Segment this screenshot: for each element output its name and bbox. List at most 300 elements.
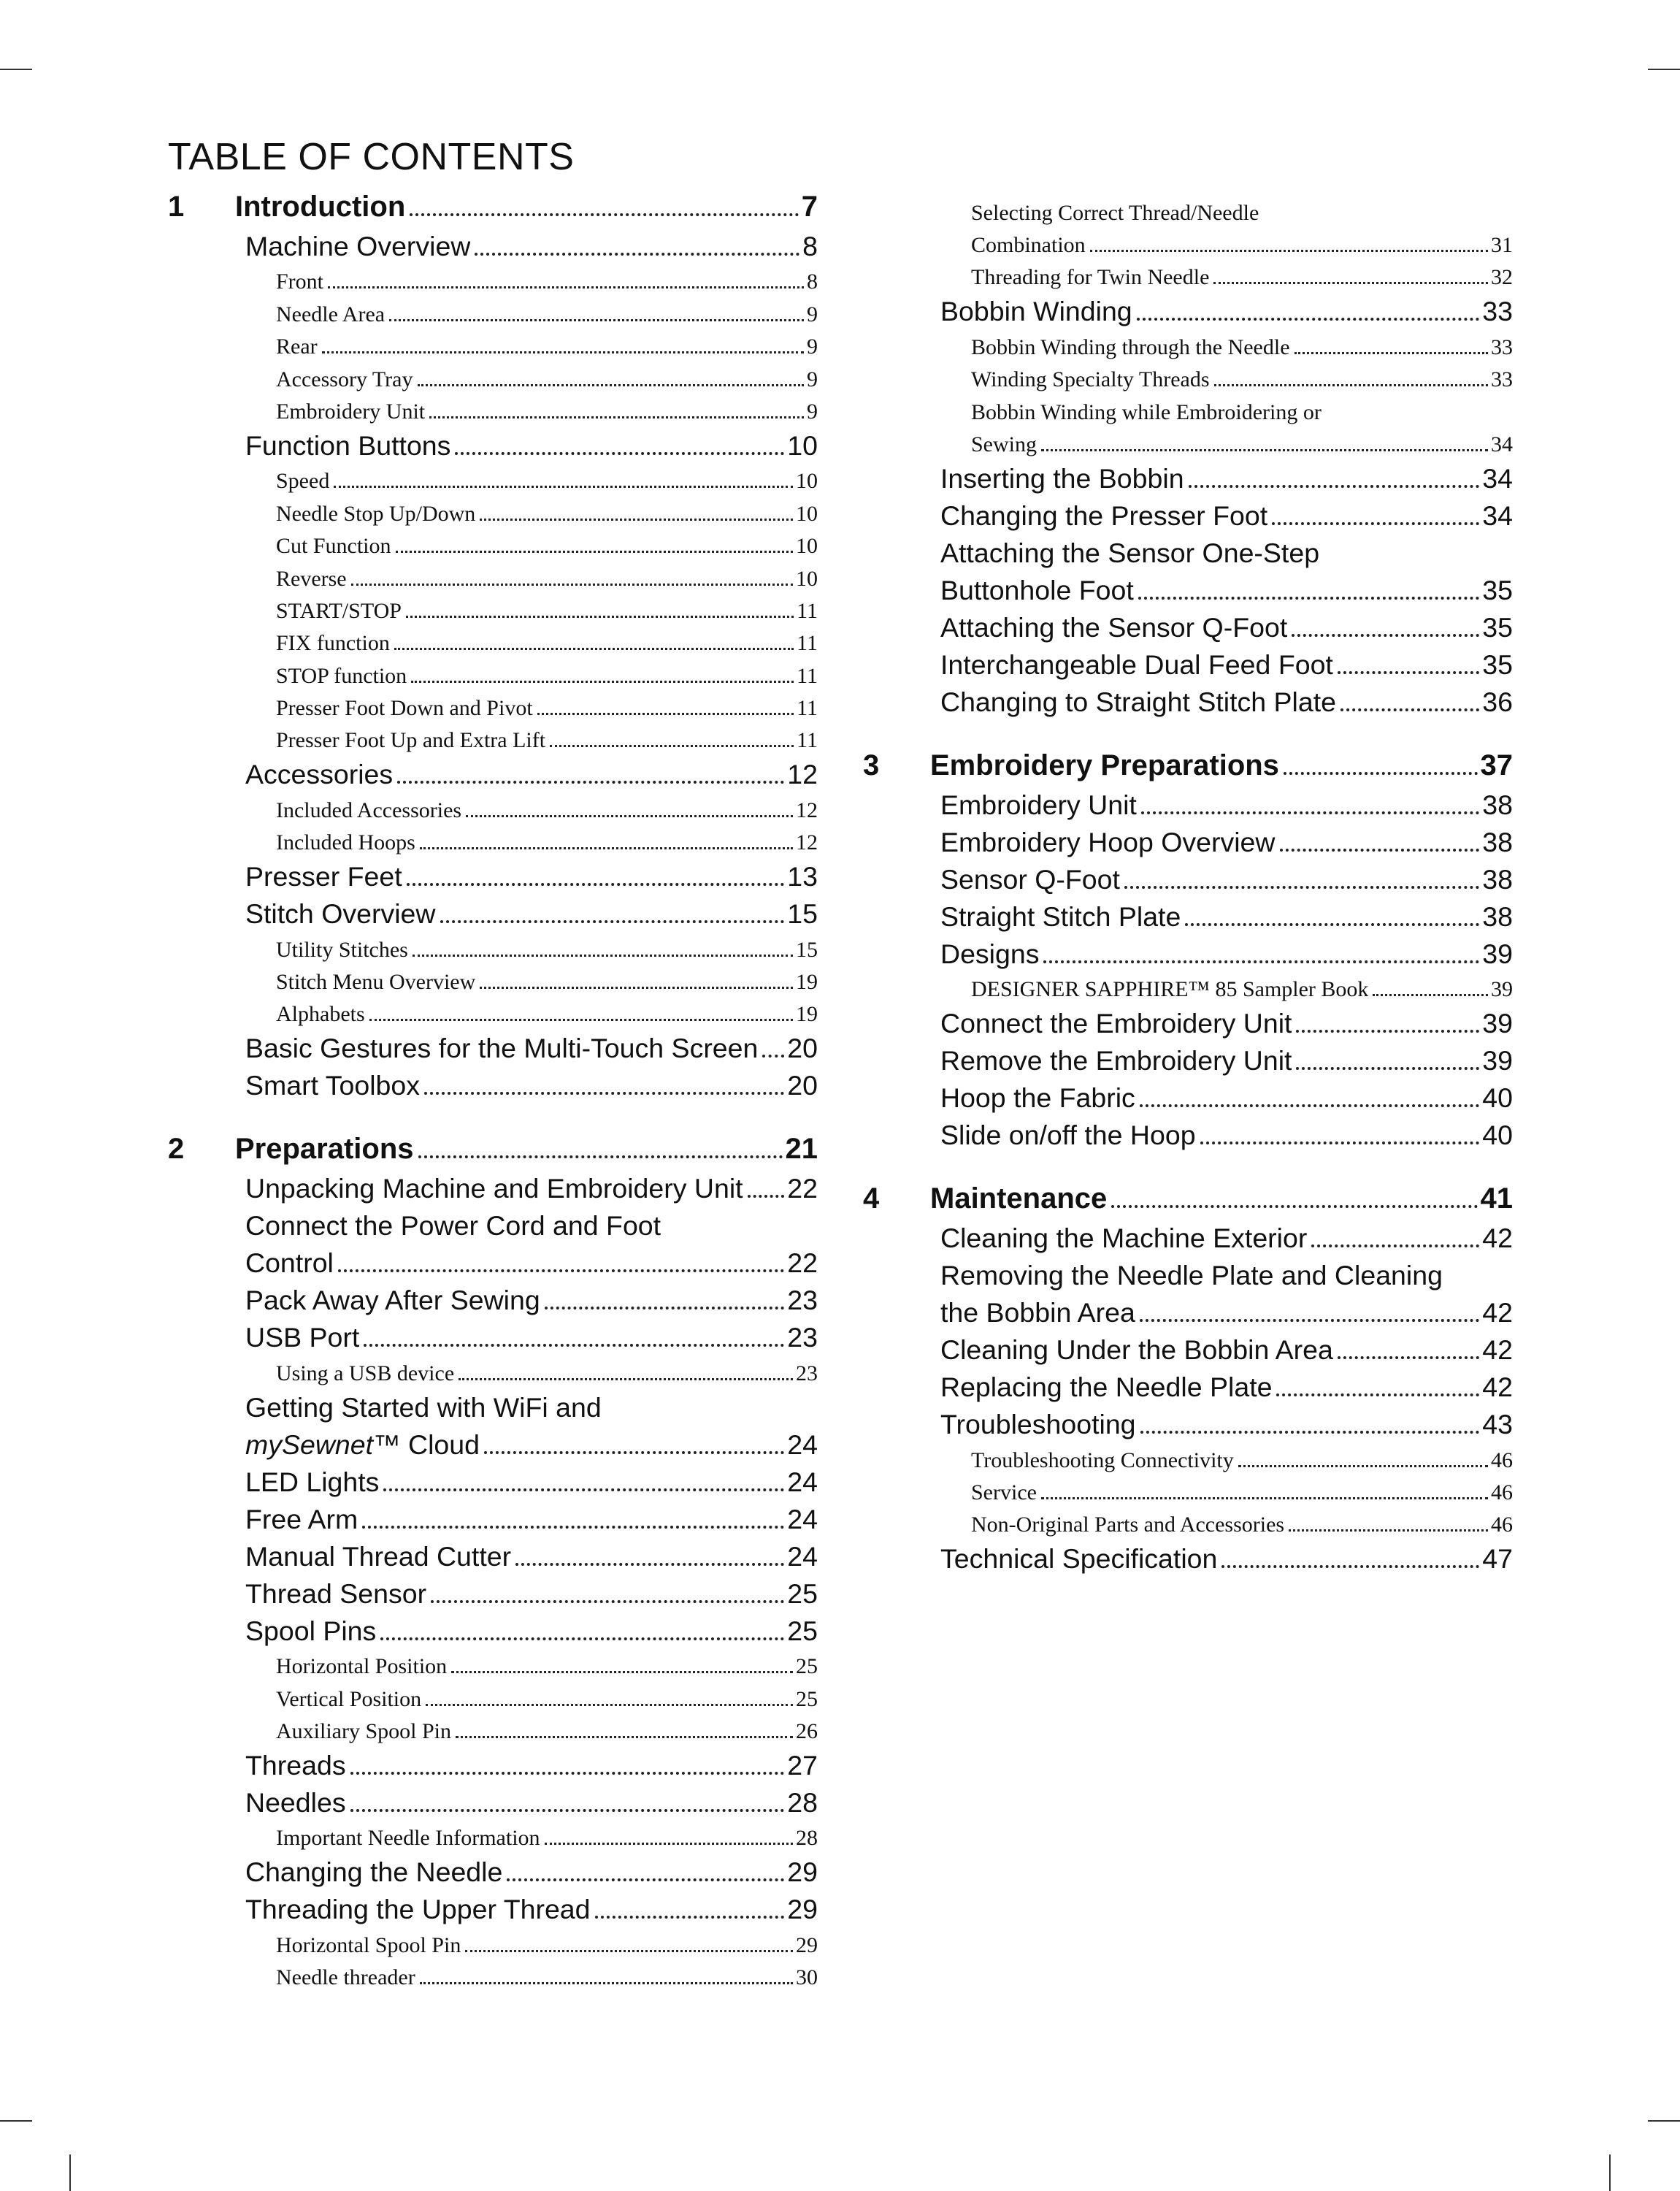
toc-section[interactable] [863, 538, 1513, 612]
toc-subsection[interactable] [168, 662, 818, 694]
toc-entry-line [168, 1750, 818, 1781]
dot-leader [762, 1055, 784, 1058]
toc-entry-label [940, 1372, 1272, 1403]
toc-entry-label [235, 1133, 414, 1166]
toc-entry-line [168, 1933, 818, 1958]
toc-section[interactable] [168, 1210, 818, 1285]
toc-entry-text: Winding Specialty Threads [971, 367, 1210, 391]
toc-entry-text: Inserting the Bobbin [940, 462, 1184, 494]
toc-entry-line [168, 1826, 818, 1851]
dot-leader [1111, 1205, 1477, 1208]
toc-subsection[interactable] [863, 1479, 1513, 1511]
toc-entry-text: Needle Stop Up/Down [276, 501, 476, 526]
toc-section[interactable] [168, 1467, 818, 1504]
dot-leader [328, 286, 804, 288]
toc-entry-line [863, 1182, 1513, 1215]
toc-entry-line [168, 502, 818, 527]
toc-entry-text: STOP function [276, 663, 407, 688]
page-number: 25 [787, 1578, 818, 1609]
dot-leader [1338, 1356, 1479, 1359]
toc-entry-text: Troubleshooting [940, 1409, 1136, 1440]
toc-entry-text: ™ Cloud [373, 1429, 480, 1460]
toc-chapter[interactable] [863, 1183, 1513, 1223]
toc-chapter[interactable] [863, 750, 1513, 789]
toc-entry-label [276, 599, 402, 624]
toc-entry-line [168, 1965, 818, 1990]
toc-entry-text: Presser Foot Up and Extra Lift [276, 728, 546, 753]
toc-entry-label [940, 687, 1336, 718]
dot-leader [418, 384, 805, 386]
crop-mark-bottom-right-v [1609, 2154, 1611, 2191]
dot-leader [380, 1637, 784, 1640]
toc-entry-line [168, 830, 818, 855]
toc-column-right [863, 199, 1513, 1580]
toc-entry-label [276, 830, 415, 855]
dot-leader [1124, 886, 1479, 889]
toc-entry-text: Reverse [276, 566, 347, 591]
toc-subsection[interactable] [168, 796, 818, 828]
toc-entry-label [940, 1543, 1217, 1575]
page-number: 29 [787, 1857, 818, 1888]
page-number: 22 [787, 1173, 818, 1204]
toc-entry-text: Cleaning the Machine Exterior [940, 1223, 1308, 1254]
toc-section[interactable] [168, 1322, 818, 1359]
page-number: 42 [1482, 1334, 1513, 1366]
toc-section[interactable] [863, 1543, 1513, 1580]
toc-entry-text: Slide on/off the Hoop [940, 1120, 1196, 1151]
page-number: 38 [1482, 789, 1513, 820]
toc-subsection[interactable] [168, 1718, 818, 1750]
toc-entry-label [940, 1409, 1136, 1440]
toc-entry-label [930, 1182, 1107, 1215]
dot-leader [389, 319, 804, 321]
toc-entry-text: Vertical Position [276, 1686, 422, 1711]
toc-subsection[interactable] [168, 532, 818, 565]
toc-entry-text: Stitch Overview [245, 898, 436, 930]
page-number: 27 [787, 1749, 818, 1781]
toc-entry-line [863, 687, 1513, 718]
toc-entry-label [276, 1654, 447, 1679]
dot-leader [484, 1451, 784, 1454]
toc-section[interactable] [168, 1033, 818, 1070]
toc-entry-text: Needles [245, 1786, 346, 1818]
toc-subsection[interactable] [863, 1511, 1513, 1543]
toc-subsection[interactable] [863, 199, 1513, 264]
page-number: 38 [1482, 863, 1513, 895]
toc-subsection[interactable] [168, 1653, 818, 1685]
dot-leader [1140, 1319, 1479, 1322]
toc-section[interactable] [168, 898, 818, 936]
toc-entry-label [930, 749, 1279, 782]
page-number: 10 [796, 469, 818, 494]
toc-entry-text: Horizontal Position [276, 1654, 448, 1679]
toc-subsection[interactable] [168, 467, 818, 500]
toc-subsection[interactable] [863, 264, 1513, 296]
toc-section[interactable] [863, 1409, 1513, 1446]
toc-section[interactable] [863, 789, 1513, 827]
toc-entry-label [940, 789, 1137, 821]
toc-subsection[interactable] [168, 597, 818, 630]
page-number: 32 [1491, 265, 1513, 290]
toc-section[interactable] [168, 1392, 818, 1467]
page-number: 9 [807, 302, 818, 326]
toc-entry-text: Unpacking Machine and Embroidery Unit [245, 1173, 743, 1204]
toc-column-left [168, 191, 818, 1996]
page-number: 29 [796, 1932, 818, 1957]
toc-entry-text: LED Lights [245, 1466, 380, 1497]
toc-subsection[interactable] [168, 565, 818, 597]
toc-subsection[interactable] [168, 968, 818, 1001]
toc-entry-text: Sewing [971, 432, 1037, 456]
dot-leader [1280, 849, 1480, 852]
page-number: 40 [1482, 1120, 1513, 1151]
dot-leader [420, 847, 793, 849]
toc-section[interactable] [863, 296, 1513, 333]
toc-entry-label-line: Attaching the Sensor One-Step [940, 537, 1320, 568]
page-number: 41 [1480, 1182, 1513, 1215]
toc-section[interactable] [863, 1223, 1513, 1260]
toc-entry-text: Utility Stitches [276, 937, 408, 962]
toc-section[interactable] [863, 1120, 1513, 1157]
toc-subsection[interactable] [168, 268, 818, 300]
toc-entry-text: Presser Foot Down and Pivot [276, 696, 533, 721]
page-number: 10 [787, 429, 818, 461]
chapter-number: 1 [168, 191, 185, 223]
toc-entry-label [245, 1070, 420, 1101]
toc-entry-line [863, 367, 1513, 392]
toc-subsection[interactable] [168, 1931, 818, 1963]
toc-entry-text: Spool Pins [245, 1615, 377, 1646]
toc-entry-line [863, 1448, 1513, 1473]
toc-entry-text: Using a USB device [276, 1361, 455, 1385]
toc-chapter[interactable] [168, 1133, 818, 1173]
toc-entry-line [168, 1247, 818, 1279]
toc-entry-line [168, 191, 818, 223]
toc-entry-text: Included Accessories [276, 798, 462, 822]
dot-leader [397, 781, 784, 784]
dot-leader [1213, 282, 1488, 284]
dot-leader [545, 1843, 793, 1845]
toc-entry-text: Embroidery Unit [276, 399, 426, 424]
toc-section[interactable] [168, 1578, 818, 1615]
toc-entry-line [168, 367, 818, 392]
toc-section[interactable] [168, 1750, 818, 1787]
dot-leader [1276, 1393, 1479, 1396]
dot-leader [420, 1982, 793, 1984]
toc-entry-line [168, 269, 818, 294]
toc-entry-text: Sensor Q-Foot [940, 863, 1120, 895]
toc-section[interactable] [168, 1787, 818, 1824]
toc-entry-text: Interchangeable Dual Feed Foot [940, 649, 1333, 680]
page-number: 29 [787, 1894, 818, 1925]
page-number: 33 [1491, 367, 1513, 391]
toc-section[interactable] [168, 1857, 818, 1894]
toc-entry-line [863, 901, 1513, 933]
toc-entry-label [276, 970, 475, 995]
toc-subsection[interactable] [168, 365, 818, 397]
toc-entry-line [168, 534, 818, 559]
toc-subsection[interactable] [168, 1001, 818, 1033]
dot-leader [334, 486, 793, 488]
toc-entry-text: Needle Area [276, 302, 386, 326]
toc-entry-text: Cut Function [276, 534, 391, 559]
toc-entry-line [168, 1615, 818, 1647]
toc-entry-line [168, 567, 818, 592]
toc-entry-label [276, 1687, 421, 1712]
toc-entry-text: Embroidery Preparations [930, 749, 1279, 781]
toc-section[interactable] [863, 1082, 1513, 1120]
toc-section[interactable] [863, 827, 1513, 864]
toc-entry-text: Presser Feet [245, 861, 402, 892]
dot-leader [1137, 318, 1480, 321]
toc-section[interactable] [863, 938, 1513, 976]
toc-section[interactable] [168, 231, 818, 268]
toc-entry-line [168, 631, 818, 656]
dot-leader [1140, 1104, 1479, 1107]
dot-leader [429, 416, 804, 418]
toc-section[interactable] [863, 1372, 1513, 1409]
toc-section[interactable] [168, 1504, 818, 1541]
toc-subsection[interactable] [168, 1824, 818, 1857]
page-number: 38 [1482, 826, 1513, 857]
toc-section[interactable] [863, 612, 1513, 649]
toc-subsection[interactable] [168, 829, 818, 861]
toc-entry-label [245, 1857, 502, 1888]
toc-entry-label [971, 265, 1209, 290]
toc-subsection[interactable] [168, 1359, 818, 1391]
page-number: 12 [787, 759, 818, 790]
page-number: 24 [787, 1503, 818, 1534]
toc-entry-label [971, 1513, 1284, 1537]
toc-section[interactable] [168, 861, 818, 898]
toc-section[interactable] [863, 864, 1513, 901]
toc-section[interactable] [168, 1173, 818, 1210]
toc-entry-text: Manual Thread Cutter [245, 1540, 512, 1572]
dot-leader [413, 955, 793, 957]
toc-entry-line [168, 759, 818, 790]
toc-entry-text: Technical Specification [940, 1543, 1218, 1575]
page-number: 21 [785, 1133, 818, 1166]
toc-entry-text: Thread Sensor [245, 1578, 427, 1609]
toc-entry-label [245, 1322, 359, 1353]
toc-entry-text: Buttonhole Foot [940, 574, 1134, 605]
page-number: 46 [1491, 1480, 1513, 1504]
toc-entry-text: Threading the Upper Thread [245, 1894, 591, 1925]
toc-entry-label-line: Selecting Correct Thread/Needle [971, 200, 1259, 225]
page-number: 43 [1482, 1409, 1513, 1440]
toc-section[interactable] [863, 901, 1513, 938]
dot-leader [507, 1878, 784, 1881]
toc-entry-line [863, 575, 1513, 606]
toc-section[interactable] [863, 1334, 1513, 1372]
toc-subsection[interactable] [863, 398, 1513, 463]
toc-entry-label [276, 1826, 540, 1851]
toc-entry-label [940, 649, 1333, 681]
page-number: 12 [796, 830, 818, 855]
toc-subsection[interactable] [168, 300, 818, 332]
toc-entry-text: the Bobbin Area [940, 1297, 1135, 1328]
toc-section[interactable] [168, 1615, 818, 1653]
toc-entry-label [940, 1082, 1135, 1114]
dot-leader [455, 452, 784, 455]
page-number: 39 [1491, 977, 1513, 1002]
toc-section[interactable] [168, 1541, 818, 1578]
dot-leader [1185, 923, 1479, 926]
toc-entry-line [863, 432, 1513, 457]
page-number: 11 [797, 696, 818, 721]
toc-entry-label [245, 1285, 540, 1316]
toc-subsection[interactable] [168, 1685, 818, 1717]
toc-section[interactable] [168, 759, 818, 796]
toc-section[interactable] [168, 1285, 818, 1322]
toc-entry-text: Rear [276, 334, 318, 359]
toc-entry-label [940, 901, 1181, 933]
page-number: 33 [1482, 296, 1513, 327]
toc-entry-line [168, 1361, 818, 1386]
toc-subsection[interactable] [863, 1446, 1513, 1478]
toc-entry-line [863, 1297, 1513, 1328]
toc-entry-label [245, 759, 393, 790]
toc-entry-text: Threading for Twin Needle [971, 265, 1210, 290]
toc-subsection[interactable] [168, 630, 818, 662]
toc-entry-line [168, 898, 818, 930]
toc-entry-line [863, 977, 1513, 1002]
page-title: TABLE OF CONTENTS [168, 136, 575, 178]
dot-leader [394, 648, 794, 650]
dot-leader [480, 519, 793, 521]
toc-entry-label [971, 432, 1037, 457]
toc-entry-line [168, 970, 818, 995]
toc-entry-line [168, 1322, 818, 1353]
toc-entry-line [168, 1467, 818, 1498]
toc-section[interactable] [168, 1070, 818, 1107]
toc-entry-line [168, 1070, 818, 1101]
page-number: 9 [807, 367, 818, 391]
dot-leader [459, 1378, 793, 1380]
page-number: 24 [787, 1466, 818, 1497]
toc-entry-label [276, 631, 390, 656]
toc-section[interactable] [863, 1008, 1513, 1045]
toc-section[interactable] [168, 1894, 818, 1931]
toc-entry-line [863, 749, 1513, 782]
toc-subsection[interactable] [168, 936, 818, 968]
toc-entry-label [245, 1750, 346, 1781]
toc-entry-text: Accessories [245, 759, 394, 790]
toc-entry-line [863, 1372, 1513, 1403]
toc-chapter[interactable] [168, 191, 818, 231]
page-number: 23 [796, 1361, 818, 1385]
toc-section[interactable] [863, 1045, 1513, 1082]
page-number: 42 [1482, 1297, 1513, 1328]
toc-entry-text: Free Arm [245, 1503, 358, 1534]
dot-leader [1140, 1431, 1480, 1434]
toc-entry-label [276, 938, 408, 963]
toc-entry-label [245, 861, 402, 892]
page-number: 25 [787, 1615, 818, 1646]
toc-entry-label [245, 1541, 511, 1572]
toc-entry-label [940, 296, 1132, 327]
toc-entry-label [245, 1578, 426, 1610]
toc-entry-label [245, 898, 436, 930]
toc-entry-label [971, 1448, 1234, 1473]
toc-subsection[interactable] [863, 333, 1513, 365]
toc-section[interactable] [863, 1260, 1513, 1334]
toc-section[interactable] [863, 463, 1513, 500]
crop-mark-top-right [1648, 69, 1680, 70]
toc-entry-text: START/STOP [276, 598, 402, 623]
toc-entry-text: Bobbin Winding through the Needle [971, 334, 1290, 359]
toc-entry-line [168, 1133, 818, 1166]
toc-subsection[interactable] [863, 366, 1513, 398]
toc-section[interactable] [863, 687, 1513, 724]
dot-leader [1373, 994, 1488, 996]
toc-entry-label [245, 1894, 591, 1925]
toc-subsection[interactable] [168, 500, 818, 532]
toc-subsection[interactable] [168, 695, 818, 727]
dot-leader [396, 551, 793, 553]
toc-entry-label [940, 1223, 1307, 1254]
toc-entry-label [245, 1429, 480, 1461]
toc-entry-line [168, 1687, 818, 1712]
page-number: 30 [796, 1965, 818, 1990]
toc-section[interactable] [168, 430, 818, 467]
toc-section[interactable] [863, 500, 1513, 538]
toc-subsection[interactable] [168, 727, 818, 759]
toc-entry-label [940, 500, 1267, 532]
toc-entry-label [971, 335, 1290, 360]
toc-entry-label [940, 463, 1184, 494]
toc-entry-line [863, 827, 1513, 858]
page-number: 28 [787, 1786, 818, 1818]
page-number: 10 [796, 534, 818, 559]
toc-subsection[interactable] [863, 976, 1513, 1008]
dot-leader [364, 1344, 784, 1347]
crop-mark-top-left [0, 69, 32, 70]
toc-entry-label [276, 567, 347, 592]
toc-entry-line [168, 334, 818, 359]
crop-mark-bottom-left-v [69, 2154, 71, 2191]
toc-entry-line [168, 302, 818, 327]
dot-leader [595, 1916, 785, 1919]
toc-subsection[interactable] [168, 333, 818, 365]
toc-entry-label [245, 1504, 358, 1535]
toc-entry-label [276, 502, 475, 527]
toc-entry-text: Bobbin Winding [940, 296, 1132, 327]
page-number: 9 [807, 399, 818, 424]
brand-name: mySewnet [245, 1429, 374, 1460]
toc-entry-label [940, 864, 1120, 895]
toc-entry-text: Function Buttons [245, 429, 451, 461]
toc-entry-text: Service [971, 1480, 1037, 1504]
dot-leader [748, 1195, 785, 1198]
toc-section[interactable] [863, 649, 1513, 687]
toc-entry-line [168, 798, 818, 823]
toc-entry-text: Basic Gestures for the Multi-Touch Screen [245, 1033, 759, 1064]
toc-entry-line [863, 233, 1513, 258]
toc-entry-line [168, 231, 818, 262]
page-number: 9 [807, 334, 818, 359]
toc-entry-line [168, 1787, 818, 1819]
page-number: 19 [796, 970, 818, 995]
toc-entry-label [971, 977, 1368, 1002]
toc-subsection[interactable] [168, 398, 818, 430]
toc-entry-label [276, 1965, 415, 1990]
page-number: 37 [1480, 749, 1513, 781]
page-number: 19 [796, 1002, 818, 1027]
toc-entry-label [940, 1297, 1135, 1328]
toc-entry-line [168, 469, 818, 494]
toc-subsection[interactable] [168, 1964, 818, 1996]
